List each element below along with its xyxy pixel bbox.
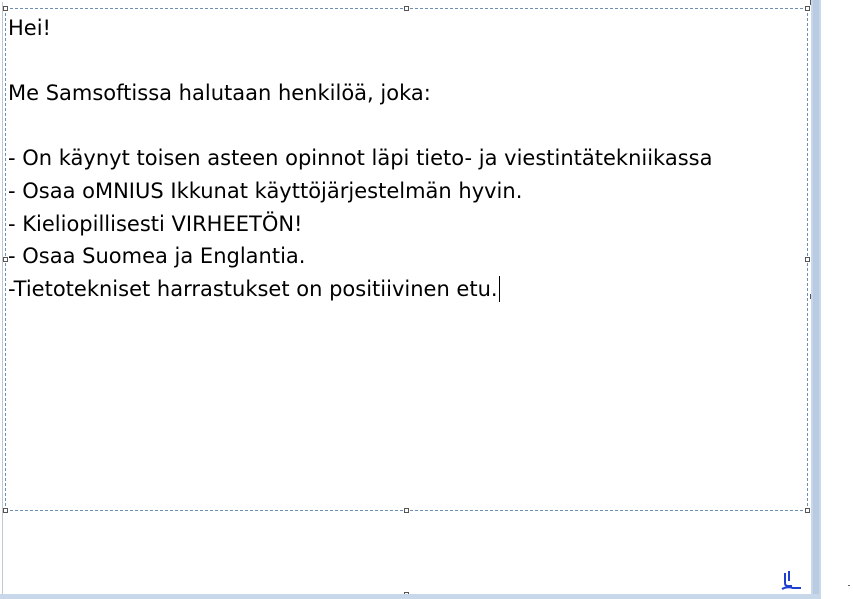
resize-handle-bottom-left[interactable] — [3, 508, 8, 513]
canvas-bottom-edge — [0, 594, 821, 599]
canvas-right-edge-inner — [813, 0, 819, 599]
resize-handle-top-middle[interactable] — [404, 6, 409, 11]
resize-handle-bottom-middle[interactable] — [404, 508, 409, 513]
text-line: Hei! — [8, 16, 51, 40]
text-content[interactable] — [8, 12, 712, 305]
resize-handle-bottom-right[interactable] — [805, 508, 810, 513]
resize-grip-icon[interactable] — [779, 569, 805, 593]
text-line: -Tietotekniset harrastukset on positiivinen etu. — [8, 276, 498, 301]
resize-handle-top-right[interactable] — [805, 6, 810, 11]
text-line: - On käynyt toisen asteen opinnot läpi tieto- ja viestintätekniikassa — [8, 146, 713, 171]
marker-dot — [848, 585, 850, 586]
text-caret — [499, 276, 500, 302]
text-line — [8, 45, 712, 78]
text-line: - Osaa oMNIUS Ikkunat käyttöjärjestelmän hyvin. — [8, 178, 523, 203]
text-line: Me Samsoftissa halutaan henkilöä, joka: — [8, 81, 431, 106]
resize-handle-top-left[interactable] — [3, 6, 8, 11]
text-line-last — [8, 273, 712, 306]
resize-handle-middle-right[interactable] — [805, 257, 810, 262]
text-line — [8, 110, 712, 143]
text-line: - Kieliopillisesti VIRHEETÖN! — [8, 211, 303, 236]
text-line: - Osaa Suomea ja Englantia. — [8, 244, 306, 269]
